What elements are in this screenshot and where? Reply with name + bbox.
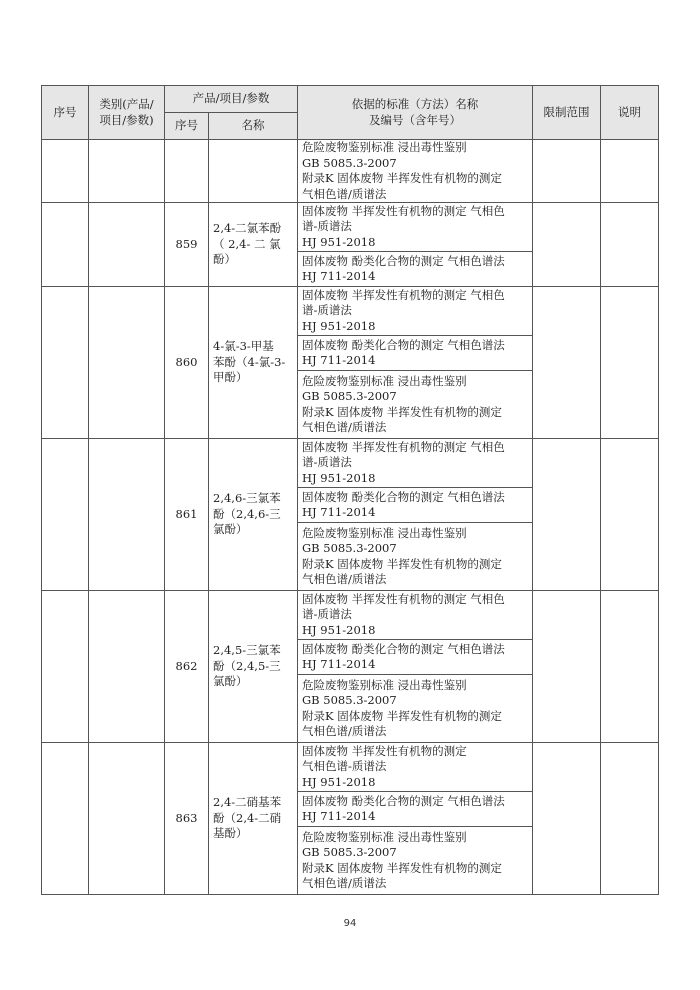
text-line: 气相色谱-质谱法 bbox=[302, 759, 387, 774]
text-line: HJ 711-2014 bbox=[302, 809, 376, 823]
limit-cell bbox=[533, 743, 601, 895]
text-line: 2,4-二氯苯酚 bbox=[213, 221, 282, 236]
seq-cell bbox=[42, 203, 89, 287]
product-name-cell bbox=[209, 203, 298, 287]
table-body bbox=[42, 140, 659, 895]
text-line: HJ 711-2014 bbox=[302, 269, 376, 283]
text-line: 气相色谱/质谱法 bbox=[302, 724, 387, 738]
text-line: 甲酚） bbox=[213, 370, 248, 385]
text-line: 酚） bbox=[213, 252, 236, 267]
limit-cell bbox=[533, 591, 601, 743]
product-seq-cell: 861 bbox=[165, 439, 209, 591]
header-standard-line: 依据的标准（方法）名称 bbox=[351, 97, 479, 111]
text-line: 附录K 固体废物 半挥发性有机物的测定 bbox=[302, 708, 502, 723]
header-standard bbox=[298, 86, 533, 140]
text-line: 固体废物 半挥发性有机物的测定 bbox=[302, 743, 467, 758]
seq-cell bbox=[42, 140, 89, 203]
text-line: HJ 951-2018 bbox=[302, 234, 376, 249]
product-seq-cell bbox=[165, 140, 209, 203]
text-line: 附录K 固体废物 半挥发性有机物的测定 bbox=[302, 171, 502, 185]
text-line: 基酚） bbox=[213, 826, 248, 841]
table-header bbox=[42, 86, 659, 140]
text-line: 危险废物鉴别标准 浸出毒性鉴别 bbox=[302, 140, 467, 154]
category-cell bbox=[89, 203, 165, 287]
standard-cell bbox=[298, 523, 533, 591]
product-name-cell bbox=[209, 439, 298, 591]
standard-cell bbox=[298, 287, 533, 336]
header-category-line: 项目/参数) bbox=[99, 112, 154, 127]
text-line: GB 5085.3-2007 bbox=[302, 845, 397, 859]
page-number: 94 bbox=[343, 918, 357, 929]
product-name-cell bbox=[209, 591, 298, 743]
text-line: 固体废物 酚类化合物的测定 气相色谱法 bbox=[302, 489, 505, 504]
header-standard-line: 及编号（含年号） bbox=[369, 112, 461, 127]
seq-cell bbox=[42, 287, 89, 439]
header-product-group: 产品/项目/参数 bbox=[165, 86, 298, 113]
limit-cell bbox=[533, 203, 601, 287]
note-cell bbox=[601, 439, 659, 591]
category-cell bbox=[89, 439, 165, 591]
standard-cell bbox=[298, 203, 533, 252]
text-line: 谱-质谱法 bbox=[302, 607, 352, 622]
standards-table bbox=[41, 85, 659, 895]
text-line: 固体废物 半挥发性有机物的测定 气相色 bbox=[302, 203, 505, 218]
standard-cell bbox=[298, 640, 533, 675]
header-product-seq: 序号 bbox=[165, 113, 209, 140]
text-line: 2,4-二硝基苯 bbox=[213, 795, 282, 810]
header-category-line: 类别(产品/ bbox=[99, 97, 154, 111]
standard-cell bbox=[298, 792, 533, 827]
standard-cell bbox=[298, 439, 533, 488]
text-line: 谱-质谱法 bbox=[302, 303, 352, 318]
text-line: 固体废物 酚类化合物的测定 气相色谱法 bbox=[302, 793, 505, 808]
limit-cell bbox=[533, 439, 601, 591]
note-cell bbox=[601, 140, 659, 203]
text-line: 固体废物 半挥发性有机物的测定 气相色 bbox=[302, 591, 505, 606]
table-row bbox=[42, 287, 659, 336]
text-line: 气相色谱/质谱法 bbox=[302, 420, 387, 434]
text-line: 气相色谱/质谱法 bbox=[302, 572, 387, 586]
standard-cell bbox=[298, 827, 533, 895]
text-line: HJ 711-2014 bbox=[302, 353, 376, 367]
text-line: 酚（2,4-二硝 bbox=[213, 810, 282, 825]
header-product-name: 名称 bbox=[209, 113, 298, 140]
text-line: 气相色谱/质谱法 bbox=[302, 186, 387, 201]
product-seq-cell: 859 bbox=[165, 203, 209, 287]
text-line: 附录K 固体废物 半挥发性有机物的测定 bbox=[302, 556, 502, 571]
header-note: 说明 bbox=[601, 86, 659, 140]
text-line: 谱-质谱法 bbox=[302, 455, 352, 470]
text-line: 固体废物 半挥发性有机物的测定 气相色 bbox=[302, 287, 505, 302]
text-line: HJ 951-2018 bbox=[302, 622, 376, 637]
text-line: 2,4,5-三氯苯 bbox=[213, 643, 281, 658]
header-seq: 序号 bbox=[42, 86, 89, 140]
standard-cell bbox=[298, 591, 533, 640]
note-cell bbox=[601, 743, 659, 895]
text-line: 2,4,6-三氯苯 bbox=[213, 491, 281, 506]
standard-cell bbox=[298, 252, 533, 287]
text-line: 酚（2,4,5-三 bbox=[213, 658, 281, 673]
text-line: GB 5085.3-2007 bbox=[302, 541, 397, 555]
standard-cell bbox=[298, 140, 533, 203]
text-line: 固体废物 半挥发性有机物的测定 气相色 bbox=[302, 439, 505, 454]
text-line: 气相色谱/质谱法 bbox=[302, 876, 387, 890]
text-line: GB 5085.3-2007 bbox=[302, 389, 397, 403]
header-limit: 限制范围 bbox=[533, 86, 601, 140]
product-name-cell bbox=[209, 140, 298, 203]
header-category bbox=[89, 86, 165, 140]
standard-cell bbox=[298, 488, 533, 523]
text-line: （ 2,4- 二 氯 bbox=[213, 236, 281, 251]
text-line: 危险废物鉴别标准 浸出毒性鉴别 bbox=[302, 829, 467, 844]
text-line: HJ 711-2014 bbox=[302, 657, 376, 671]
product-seq-cell: 863 bbox=[165, 743, 209, 895]
text-line: 谱-质谱法 bbox=[302, 219, 352, 234]
note-cell bbox=[601, 203, 659, 287]
product-seq-cell: 862 bbox=[165, 591, 209, 743]
text-line: 附录K 固体废物 半挥发性有机物的测定 bbox=[302, 404, 502, 419]
table-row bbox=[42, 140, 659, 203]
limit-cell bbox=[533, 140, 601, 203]
text-line: 危险废物鉴别标准 浸出毒性鉴别 bbox=[302, 373, 467, 388]
seq-cell bbox=[42, 439, 89, 591]
table-row bbox=[42, 743, 659, 792]
text-line: HJ 951-2018 bbox=[302, 318, 376, 333]
note-cell bbox=[601, 591, 659, 743]
text-line: 危险废物鉴别标准 浸出毒性鉴别 bbox=[302, 525, 467, 540]
seq-cell bbox=[42, 591, 89, 743]
limit-cell bbox=[533, 287, 601, 439]
text-line: 固体废物 酚类化合物的测定 气相色谱法 bbox=[302, 337, 505, 352]
text-line: GB 5085.3-2007 bbox=[302, 693, 397, 707]
standard-cell bbox=[298, 336, 533, 371]
category-cell bbox=[89, 287, 165, 439]
text-line: HJ 951-2018 bbox=[302, 470, 376, 485]
category-cell bbox=[89, 591, 165, 743]
product-seq-cell: 860 bbox=[165, 287, 209, 439]
note-cell bbox=[601, 287, 659, 439]
product-name-cell bbox=[209, 287, 298, 439]
text-line: GB 5085.3-2007 bbox=[302, 155, 397, 170]
text-line: 氯酚） bbox=[213, 522, 248, 537]
standard-cell bbox=[298, 675, 533, 743]
text-line: HJ 951-2018 bbox=[302, 774, 376, 789]
text-line: 4-氯-3-甲基 bbox=[213, 339, 274, 354]
text-line: 危险废物鉴别标准 浸出毒性鉴别 bbox=[302, 677, 467, 692]
table-row bbox=[42, 439, 659, 488]
table-row bbox=[42, 591, 659, 640]
text-line: 附录K 固体废物 半挥发性有机物的测定 bbox=[302, 860, 502, 875]
text-line: 酚（2,4,6-三 bbox=[213, 506, 281, 521]
text-line: HJ 711-2014 bbox=[302, 505, 376, 519]
standard-cell bbox=[298, 371, 533, 439]
table-row bbox=[42, 203, 659, 252]
category-cell bbox=[89, 140, 165, 203]
text-line: 固体废物 酚类化合物的测定 气相色谱法 bbox=[302, 253, 505, 268]
standard-cell bbox=[298, 743, 533, 792]
seq-cell bbox=[42, 743, 89, 895]
category-cell bbox=[89, 743, 165, 895]
text-line: 固体废物 酚类化合物的测定 气相色谱法 bbox=[302, 641, 505, 656]
text-line: 苯酚（4-氯-3- bbox=[213, 354, 286, 369]
product-name-cell bbox=[209, 743, 298, 895]
text-line: 氯酚） bbox=[213, 674, 248, 689]
